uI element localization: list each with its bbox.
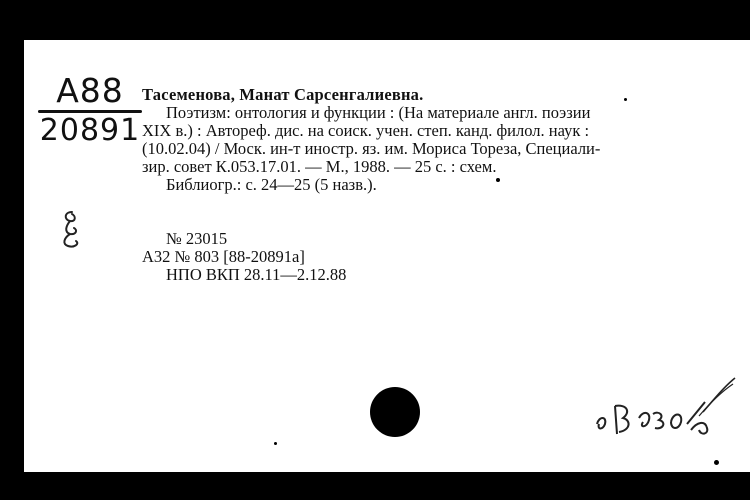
catalog-entry	[142, 86, 750, 194]
entry-number: № 23015	[166, 229, 228, 248]
registration-block	[142, 230, 346, 284]
record-line-1: Поэтизм: онтология и функции : (На материале англ. поэзии	[166, 104, 591, 122]
ink-speck	[274, 442, 277, 445]
bibliography-note: Библиогр.: с. 24—25 (5 назв.).	[166, 176, 377, 194]
shelfmark-bottom: 20891	[39, 113, 141, 148]
registration-number: А32 № 803 [88-20891а]	[142, 247, 305, 266]
punch-hole-icon	[370, 387, 420, 437]
catalog-card	[24, 40, 750, 472]
ink-speck	[714, 460, 719, 465]
npo-dates: НПО ВКП 28.11—2.12.88	[166, 265, 347, 284]
author-name: Тасеменова, Манат Сарсенгалиевна.	[142, 86, 424, 104]
record-line-4: зир. совет К.053.17.01. — М., 1988. — 25 с. : схем.	[142, 158, 497, 176]
ink-speck	[496, 178, 500, 182]
shelfmark	[38, 71, 142, 148]
record-line-2: XIX в.) : Автореф. дис. на соиск. учен. степ. канд. филол. наук :	[142, 122, 590, 140]
ink-speck	[624, 98, 627, 101]
record-line-3: (10.02.04) / Моск. ин-т иностр. яз. им. Мориса Тореза, Специали-	[142, 140, 601, 158]
handwritten-mark-icon	[58, 208, 86, 255]
shelfmark-top: A88	[56, 71, 124, 110]
stamp-icon	[587, 372, 737, 447]
